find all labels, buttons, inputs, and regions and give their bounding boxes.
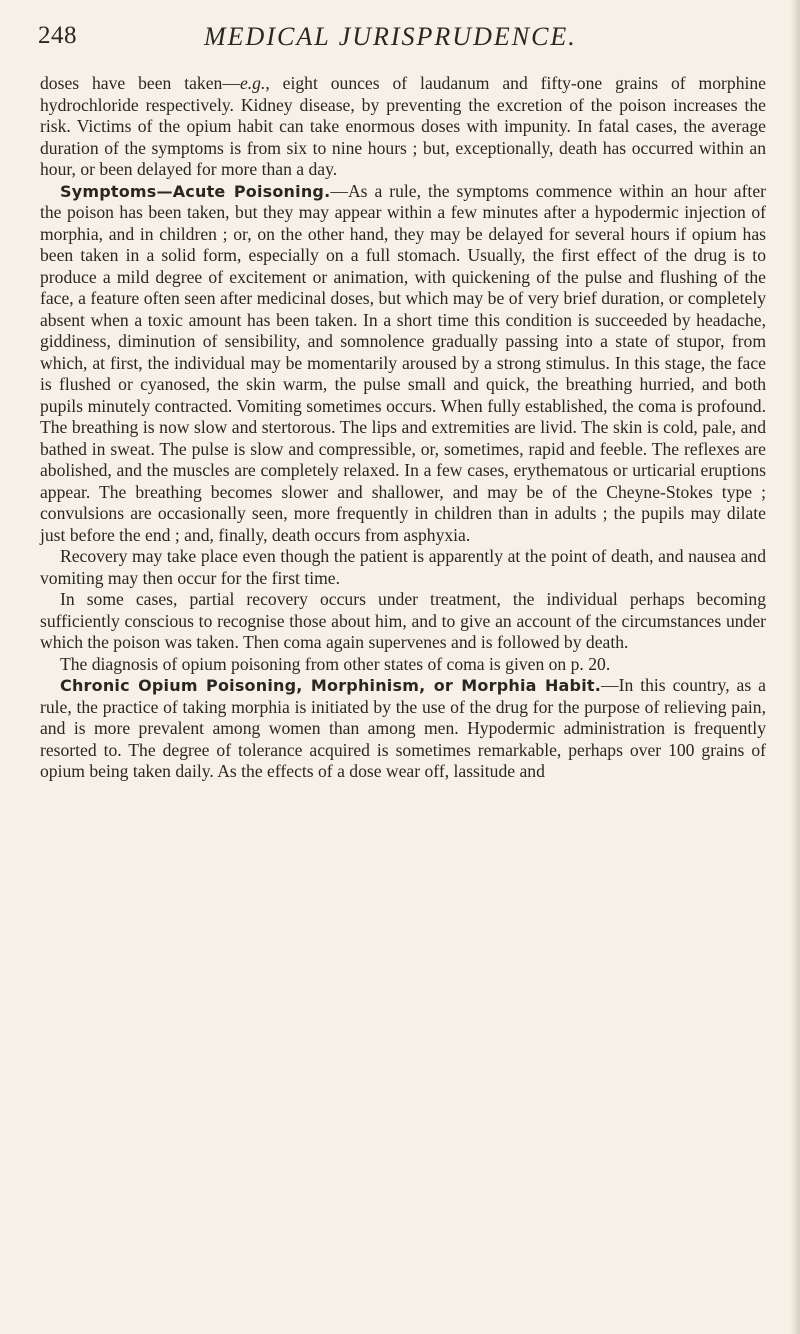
paragraph-text: —In this country, as a rule, the practice of taking morphia is initiated by the use of the drug for the purpose of relieving pain, and is more prevalent among women than among men. Hypodermic administration is frequently resorted to. The degree of tolerance acquired is sometimes remarkable, perhaps over 100 grains of opium being taken daily. As the effects of a dose wear off, lassitude and [40,675,766,781]
section-heading-chronic-poisoning: Chronic Opium Poisoning, Morphinism, or Morphia Habit. [60,676,602,695]
paragraph-diagnosis [40,654,766,676]
page-header [38,22,778,62]
paragraph-text: , eight ounces of laudanum and fifty-one grains of morphine hydrochloride respectively. Kidney disease, by preventing the excretion of the poison increases the risk. Victims of the opium habit can take enormous doses with impunity. In fatal cases, the average duration of the symptoms is from six to nine hours ; but, exceptionally, death has occurred within an hour, or been delayed for more than a day. [40,73,766,179]
paragraph-chronic-poisoning [40,675,766,783]
eg-abbreviation: e.g. [239,73,266,93]
page-number: 248 [38,22,77,49]
paragraph-acute-poisoning [40,181,766,547]
paragraph-text: —As a rule, the symptoms commence within an hour after the poison has been taken, but they may appear within a few minutes after a hypodermic injection of morphia, and in children ; or, on the other hand, they may be delayed for several hours if opium has been taken in a solid form, especially on a full stomach. Usually, the first effect of the drug is to produce a mild degree of excitement or animation, with quickening of the pulse and flushing of the face, a feature often seen after medicinal doses, but which may be of very brief duration, or completely absent when a toxic amount has been taken. In a short time this condition is succeeded by headache, giddiness, diminution of sensibility, and somnolence gradually passing into a state of stupor, from which, at first, the individual may be momentarily aroused by a strong stimulus. In this stage, the face is flushed or cyanosed, the skin warm, the pulse small and quick, the breathing hurried, and both pupils minutely contracted. Vomiting sometimes occurs. When fully established, the coma is profound. The breathing is now slow and stertorous. The lips and extremities are livid. The skin is cold, pale, and bathed in sweat. The pulse is slow and compressible, or, sometimes, rapid and feeble. The reflexes are abolished, and the muscles are completely relaxed. In a few cases, erythematous or urticarial eruptions appear. The breathing becomes slower and shallower, and may be of the Cheyne-Stokes type ; convulsions are occasionally seen, more frequently in children than in adults ; the pupils may dilate just before the end ; and, finally, death occurs from asphyxia. [40,180,766,545]
paragraph-continuation [40,73,766,181]
section-heading-acute-poisoning: Symptoms—Acute Poisoning. [60,181,331,201]
paragraph-text: The diagnosis of opium poisoning from other states of coma is given on p. 20. [60,653,611,674]
paragraph-recovery [40,546,766,589]
paragraph-lead: doses have been taken— [40,73,240,93]
paragraph-text: In some cases, partial recovery occurs under treatment, the individual perhaps becoming sufficiently conscious to recognise those about him, and to give an account of the circumstances under which the poison was taken. Then coma again supervenes and is followed by death. [40,589,766,652]
running-title: MEDICAL JURISPRUDENCE. [204,22,577,51]
body-text [40,73,766,783]
paragraph-partial-recovery [40,589,766,654]
page-edge-shadow [790,0,800,1334]
paragraph-text: Recovery may take place even though the patient is apparently at the point of death, and nausea and vomiting may then occur for the first time. [40,546,766,588]
